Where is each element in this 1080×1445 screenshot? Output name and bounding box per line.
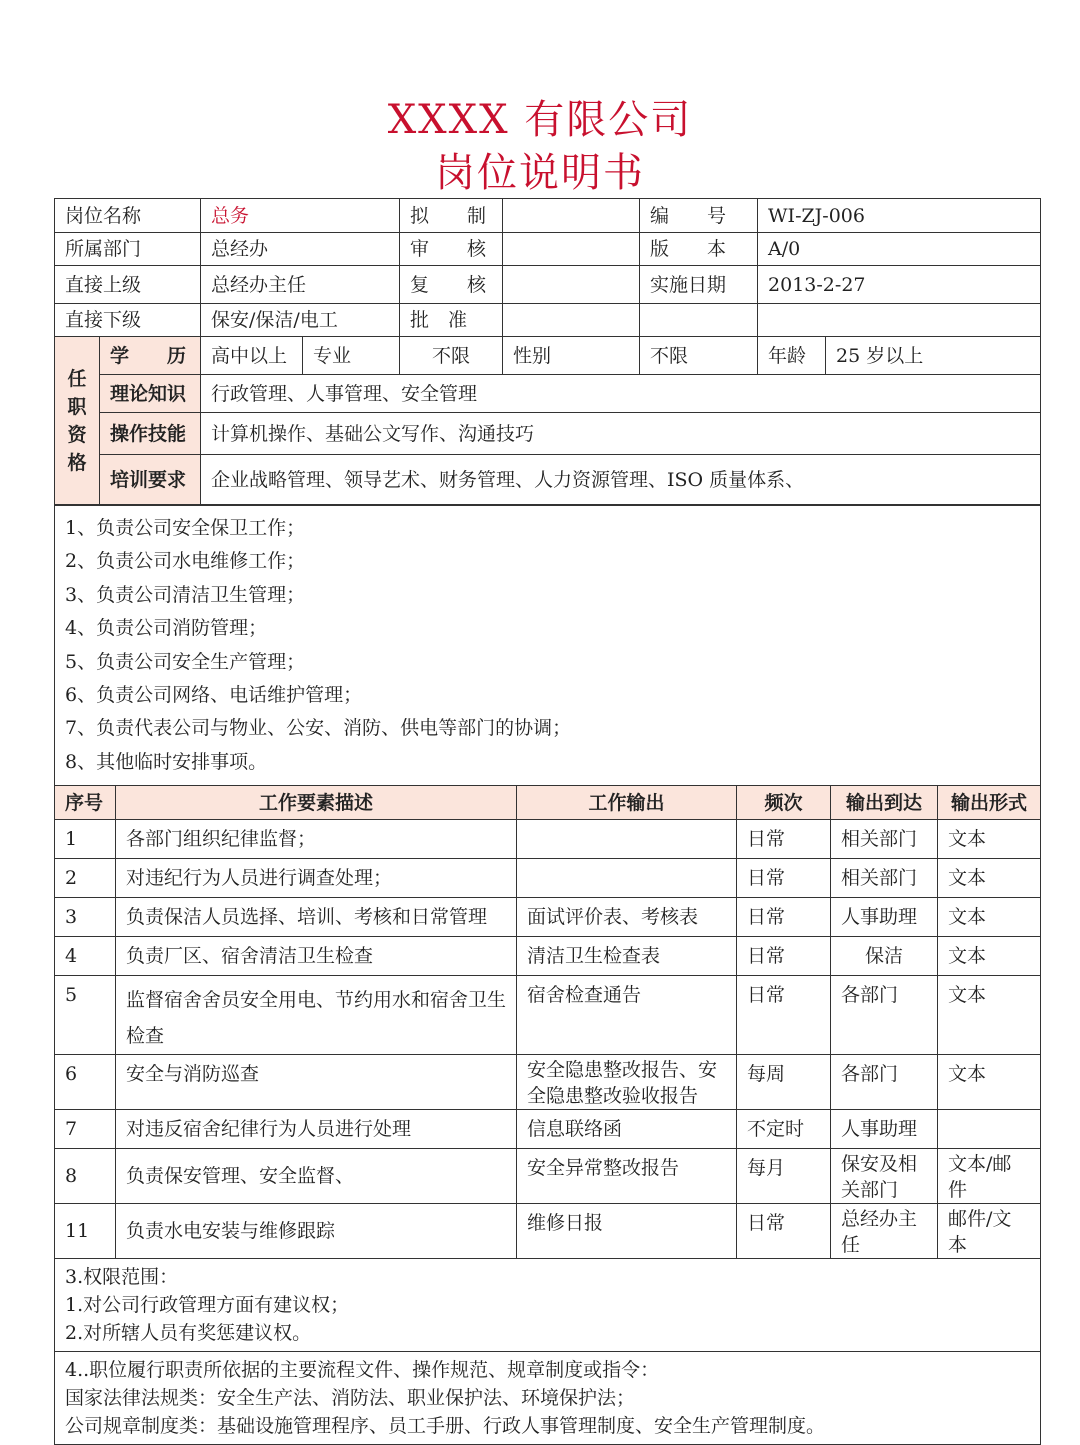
table-row — [55, 937, 1041, 976]
qualification-group-text: 任职资格 — [67, 367, 87, 474]
qual-row-education — [55, 337, 1041, 375]
training-label: 培训要求 — [100, 455, 201, 505]
row-freq: 日常 — [737, 976, 831, 1055]
education-value: 高中以上 — [201, 337, 303, 375]
row-output — [517, 820, 737, 859]
info-row-4 — [55, 304, 1041, 337]
row-to: 人事助理 — [831, 898, 938, 937]
row-to: 相关部门 — [831, 859, 938, 898]
authority-row — [55, 1259, 1041, 1352]
col-header-freq: 频次 — [737, 786, 831, 820]
row-form — [938, 1110, 1041, 1149]
row-no: 2 — [55, 859, 116, 898]
row-form: 文本 — [938, 859, 1041, 898]
review-label: 审 核 — [400, 233, 503, 266]
version-label: 版 本 — [640, 233, 758, 266]
qual-row-skill — [55, 413, 1041, 455]
row-no: 6 — [55, 1055, 116, 1110]
major-value: 不限 — [400, 337, 503, 375]
row-to: 各部门 — [831, 1055, 938, 1110]
row-no: 8 — [55, 1149, 116, 1204]
authority-section — [55, 1259, 1041, 1352]
basis-row — [55, 1352, 1041, 1445]
row-freq: 不定时 — [737, 1110, 831, 1149]
row-desc: 对违纪行为人员进行调查处理； — [116, 859, 517, 898]
duty-item: 5、负责公司安全生产管理； — [65, 650, 306, 673]
empty-cell — [758, 304, 1041, 337]
row-output: 宿舍检查通告 — [517, 976, 737, 1055]
job-name-label: 岗位名称 — [55, 199, 201, 233]
version-value: A/0 — [758, 233, 1041, 266]
col-header-form: 输出形式 — [938, 786, 1041, 820]
row-form: 文本 — [938, 898, 1041, 937]
row-freq: 每月 — [737, 1149, 831, 1204]
age-label: 年龄 — [758, 337, 826, 375]
training-value: 企业战略管理、领导艺术、财务管理、人力资源管理、ISO 质量体系、 — [201, 455, 1041, 505]
date-label: 实施日期 — [640, 266, 758, 304]
row-to: 保洁 — [831, 937, 938, 976]
row-freq: 日常 — [737, 820, 831, 859]
row-output: 信息联络函 — [517, 1110, 737, 1149]
row-freq: 日常 — [737, 937, 831, 976]
row-no: 4 — [55, 937, 116, 976]
education-label: 学 历 — [100, 337, 201, 375]
table-row — [55, 898, 1041, 937]
duty-item: 7、负责代表公司与物业、公安、消防、供电等部门的协调； — [65, 717, 572, 740]
duty-item: 1、负责公司安全保卫工作； — [65, 517, 306, 539]
info-table — [54, 198, 1041, 505]
superior-value: 总经办主任 — [201, 266, 400, 304]
age-value: 25 岁以上 — [826, 337, 1041, 375]
theory-label: 理论知识 — [100, 375, 201, 413]
row-no: 7 — [55, 1110, 116, 1149]
drafted-value — [503, 199, 640, 233]
major-label: 专业 — [303, 337, 400, 375]
approve-value — [503, 304, 640, 337]
table-row — [55, 1204, 1041, 1259]
duties-list — [55, 506, 1041, 786]
row-no: 11 — [55, 1204, 116, 1259]
document-title-doc: 岗位说明书 — [435, 150, 645, 196]
duties-row — [55, 506, 1041, 786]
row-no: 3 — [55, 898, 116, 937]
row-output: 维修日报 — [517, 1204, 737, 1259]
row-form: 文本/邮件 — [938, 1149, 1041, 1204]
drafted-label: 拟 制 — [400, 199, 503, 233]
skill-label: 操作技能 — [100, 413, 201, 455]
document-title-company: XXXX 有限公司 — [387, 97, 693, 143]
date-value: 2013-2-27 — [758, 266, 1041, 304]
job-name-value: 总务 — [201, 199, 400, 233]
row-freq: 日常 — [737, 859, 831, 898]
review-value — [503, 233, 640, 266]
duty-item: 8、其他临时安排事项。 — [65, 750, 268, 773]
gender-value: 不限 — [640, 337, 758, 375]
work-header-row — [55, 786, 1041, 820]
empty-cell — [640, 304, 758, 337]
recheck-label: 复 核 — [400, 266, 503, 304]
basis-section — [55, 1352, 1041, 1445]
row-no: 1 — [55, 820, 116, 859]
dept-label: 所属部门 — [55, 233, 201, 266]
qual-row-theory — [55, 375, 1041, 413]
col-header-to: 输出到达 — [831, 786, 938, 820]
row-no: 5 — [55, 976, 116, 1055]
subordinate-label: 直接下级 — [55, 304, 201, 337]
superior-label: 直接上级 — [55, 266, 201, 304]
row-output: 清洁卫生检查表 — [517, 937, 737, 976]
authority-item: 2.对所辖人员有奖惩建议权。 — [65, 1322, 312, 1345]
row-form: 文本 — [938, 976, 1041, 1055]
subordinate-value: 保安/保洁/电工 — [201, 304, 400, 337]
table-row — [55, 859, 1041, 898]
duty-item: 4、负责公司消防管理； — [65, 617, 268, 640]
col-header-no: 序号 — [55, 786, 116, 820]
table-row — [55, 1110, 1041, 1149]
info-row-2 — [55, 233, 1041, 266]
work-table — [54, 505, 1041, 1445]
basis-item: 国家法律法规类：安全生产法、消防法、职业保护法、环境保护法； — [65, 1387, 636, 1410]
basis-title: 4..职位履行职责所依据的主要流程文件、操作规范、规章制度或指令： — [65, 1359, 660, 1382]
authority-title: 3.权限范围： — [65, 1266, 179, 1289]
row-desc: 对违反宿舍纪律行为人员进行处理 — [116, 1110, 517, 1149]
table-row — [55, 976, 1041, 1055]
row-form: 文本 — [938, 820, 1041, 859]
row-desc: 负责水电安装与维修跟踪 — [116, 1204, 517, 1259]
duty-item: 2、负责公司水电维修工作； — [65, 550, 306, 573]
recheck-value — [503, 266, 640, 304]
info-row-1 — [55, 199, 1041, 233]
table-row — [55, 1055, 1041, 1110]
basis-item: 公司规章制度类：基础设施管理程序、员工手册、行政人事管理制度、安全生产管理制度。 — [65, 1415, 826, 1438]
table-row — [55, 1149, 1041, 1204]
qualification-group-label — [55, 337, 100, 505]
row-desc: 安全与消防巡查 — [116, 1055, 517, 1110]
approve-label: 批 准 — [400, 304, 503, 337]
col-header-desc: 工作要素描述 — [116, 786, 517, 820]
row-desc: 各部门组织纪律监督； — [116, 820, 517, 859]
row-form: 文本 — [938, 1055, 1041, 1110]
dept-value: 总经办 — [201, 233, 400, 266]
row-form: 邮件/文本 — [938, 1204, 1041, 1259]
col-header-output: 工作输出 — [517, 786, 737, 820]
info-row-3 — [55, 266, 1041, 304]
theory-value: 行政管理、人事管理、安全管理 — [201, 375, 1041, 413]
skill-value: 计算机操作、基础公文写作、沟通技巧 — [201, 413, 1041, 455]
number-label: 编 号 — [640, 199, 758, 233]
row-output: 面试评价表、考核表 — [517, 898, 737, 937]
row-to: 保安及相关部门 — [831, 1149, 938, 1204]
row-freq: 每周 — [737, 1055, 831, 1110]
row-output: 安全异常整改报告 — [517, 1149, 737, 1204]
row-form: 文本 — [938, 937, 1041, 976]
row-desc: 监督宿舍舍员安全用电、节约用水和宿舍卫生检查 — [116, 976, 517, 1055]
table-row — [55, 820, 1041, 859]
row-desc: 负责保洁人员选择、培训、考核和日常管理 — [116, 898, 517, 937]
duty-item: 6、负责公司网络、电话维护管理； — [65, 683, 363, 706]
row-freq: 日常 — [737, 1204, 831, 1259]
row-to: 相关部门 — [831, 820, 938, 859]
row-output: 安全隐患整改报告、安全隐患整改验收报告 — [517, 1055, 737, 1110]
duty-item: 3、负责公司清洁卫生管理； — [65, 583, 306, 606]
authority-item: 1.对公司行政管理方面有建议权； — [65, 1294, 350, 1317]
row-to: 总经办主任 — [831, 1204, 938, 1259]
gender-label: 性别 — [503, 337, 640, 375]
row-desc: 负责保安管理、安全监督、 — [116, 1149, 517, 1204]
number-value: WI-ZJ-006 — [758, 199, 1041, 233]
row-to: 人事助理 — [831, 1110, 938, 1149]
row-desc: 负责厂区、宿舍清洁卫生检查 — [116, 937, 517, 976]
row-output — [517, 859, 737, 898]
row-freq: 日常 — [737, 898, 831, 937]
qual-row-training — [55, 455, 1041, 505]
row-to: 各部门 — [831, 976, 938, 1055]
